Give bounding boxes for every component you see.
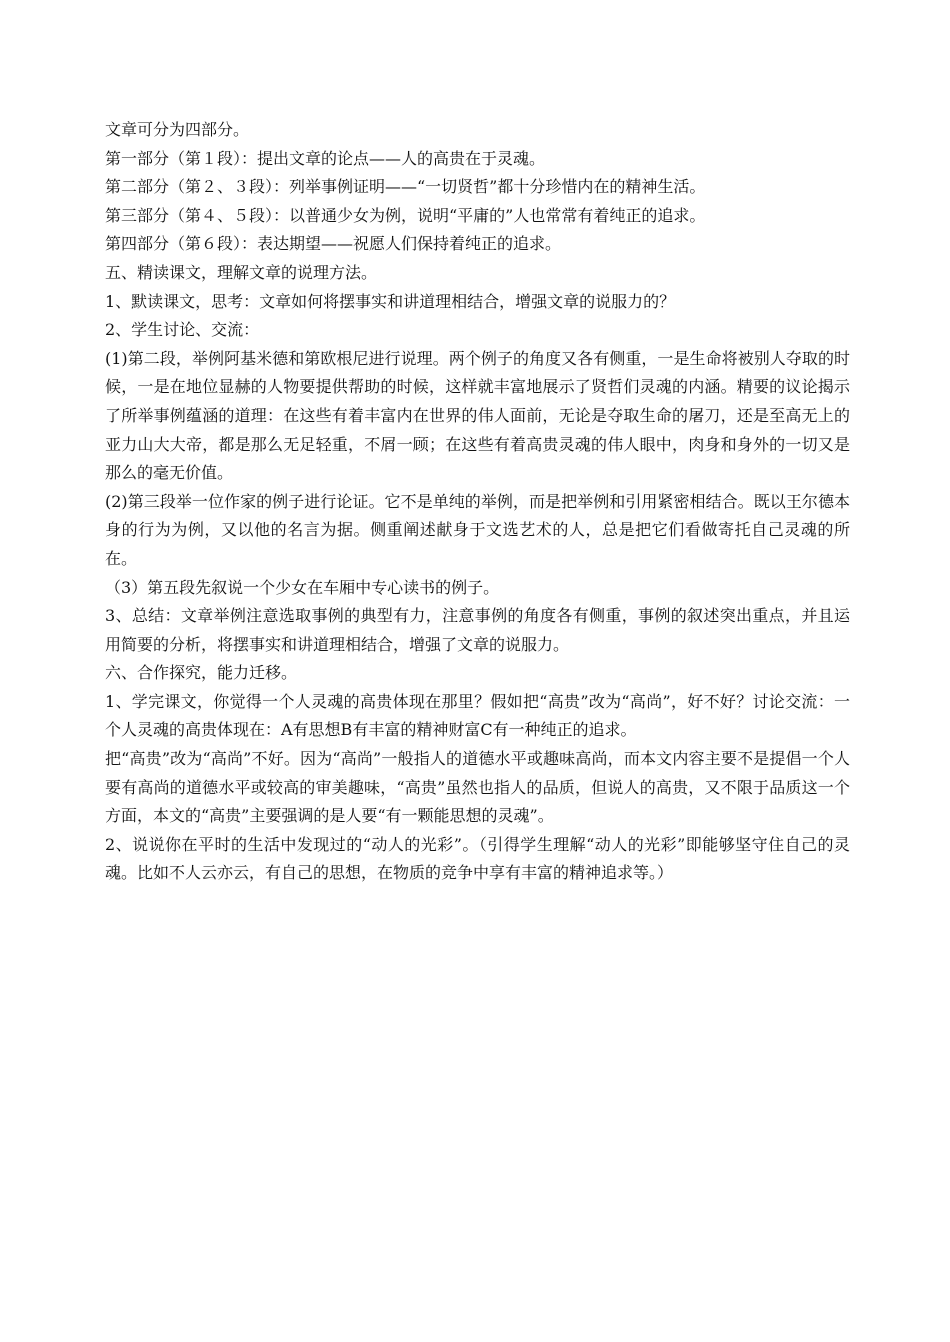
paragraph-intro: 文章可分为四部分。 (105, 120, 250, 139)
paragraph-part-three: 第三部分（第４、５段）：以普通少女为例，说明“平庸的”人也常常有着纯正的追求。 (105, 205, 706, 225)
paragraph-question-one: 1、学完课文，你觉得一个人灵魂的高贵体现在那里？假如把“高贵”改为“高尚”，好不好？讨论交流：一个人灵魂的高贵体现在：A有思想B有丰富的精神财富C有一种纯正的追求。 (105, 691, 850, 740)
document-body (105, 116, 850, 888)
section-heading-six: 六、合作探究，能力迁移。 (105, 663, 298, 683)
section-heading-five: 五、精读课文，理解文章的说理方法。 (105, 262, 378, 282)
paragraph-point-one: (1)第二段，举例阿基米德和第欧根尼进行说理。两个例子的角度又各有侧重，一是生命将被别人夺取的时候，一是在地位显赫的人物要提供帮助的时候，这样就丰富地展示了贤哲们灵魂的内涵。精要的议论揭示了所举事例蕴涵的道理：在这些有着丰富内在世界的伟人面前，无论是夺取生命的屠刀，还是至高无上的亚力山大大帝，都是那么无足轻重，不屑一顾；在这些有着高贵灵魂的伟人眼中，肉身和身外的一切又是那么的毫无价值。 (105, 348, 850, 483)
paragraph-summary: 3、总结：文章举例注意选取事例的典型有力，注意事例的角度各有侧重，事例的叙述突出重点，并且运用简要的分析，将摆事实和讲道理相结合，增强了文章的说服力。 (105, 606, 850, 654)
paragraph-step-two: 2、学生讨论、交流： (105, 320, 260, 340)
paragraph-step-one: 1、默读课文，思考：文章如何将摆事实和讲道理相结合，增强文章的说服力的？ (105, 291, 676, 311)
paragraph-part-one: 第一部分（第１段）：提出文章的论点——人的高贵在于灵魂。 (105, 148, 546, 168)
paragraph-part-four: 第四部分（第６段）：表达期望——祝愿人们保持着纯正的追求。 (105, 234, 562, 254)
paragraph-answer: 把“高贵”改为“高尚”不好。因为“高尚”一般指人的道德水平或趣味高尚，而本文内容主要不是提倡一个人要有高尚的道德水平或较高的审美趣味，“高贵”虽然也指人的品质，但说人的高贵，又不限于品质这一个方面，本文的“高贵”主要强调的是人要“有一颗能思想的灵魂”。 (105, 749, 850, 826)
paragraph-part-two: 第二部分（第２、３段）：列举事例证明——“一切贤哲”都十分珍惜内在的精神生活。 (105, 177, 706, 197)
paragraph-point-two: (2)第三段举一位作家的例子进行论证。它不是单纯的举例，而是把举例和引用紧密相结合。既以王尔德本身的行为为例，又以他的名言为据。侧重阐述献身于文选艺术的人，总是把它们看做寄托自己灵魂的所在。 (105, 491, 850, 568)
paragraph-question-two: 2、说说你在平时的生活中发现过的“动人的光彩”。（引得学生理解“动人的光彩”即能够坚守住自己的灵魂。比如不人云亦云，有自己的思想，在物质的竞争中享有丰富的精神追求等。） (105, 834, 850, 883)
paragraph-point-three: （3）第五段先叙说一个少女在车厢中专心读书的例子。 (105, 577, 500, 597)
